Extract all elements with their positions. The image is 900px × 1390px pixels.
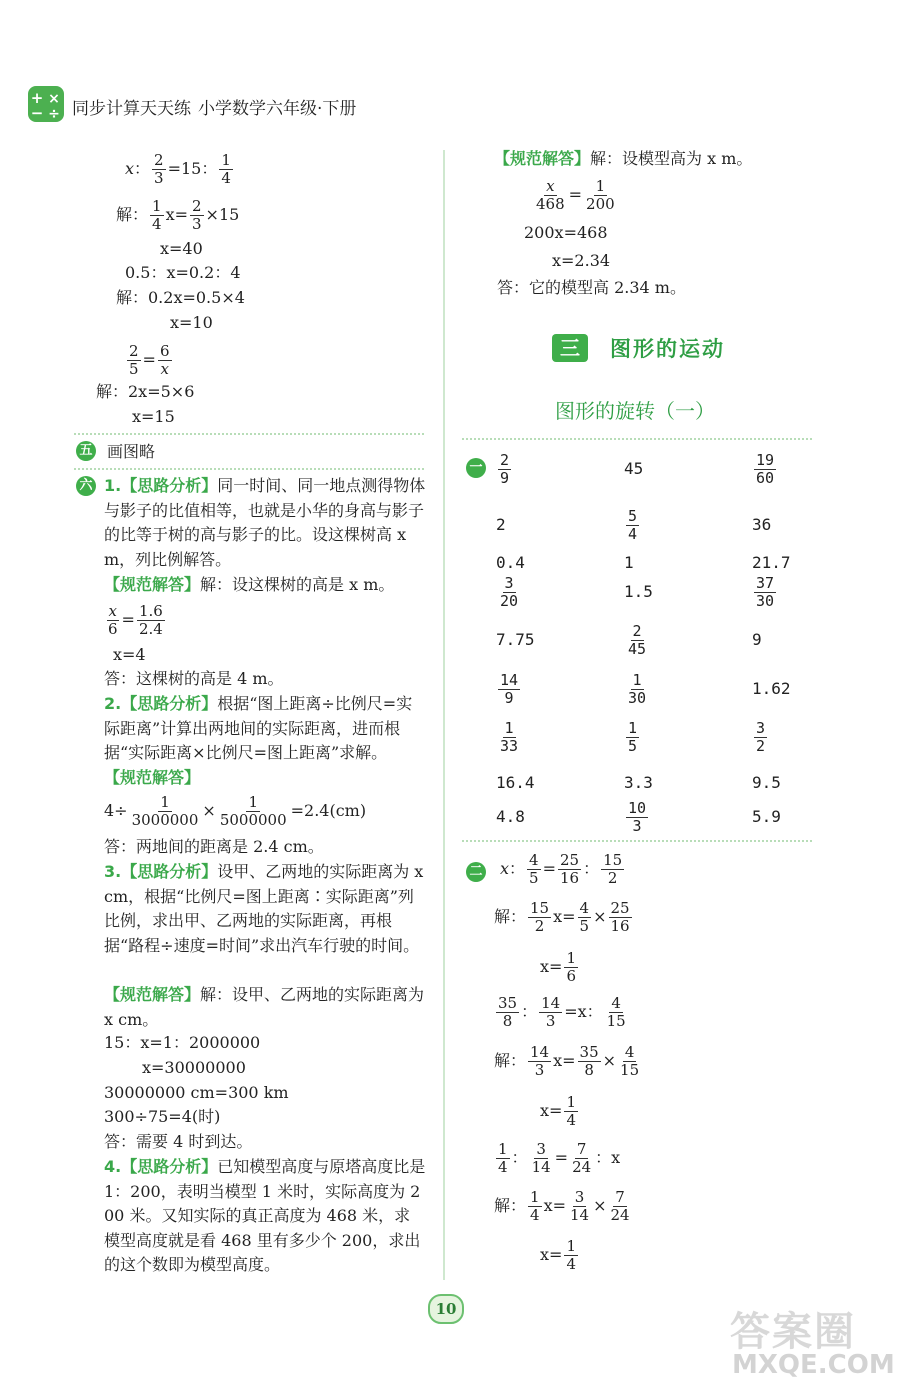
header-book-title: 同步计算天天练 [72, 99, 191, 119]
eq-line-4: 0.5：x=0.2：4 [125, 263, 241, 282]
q1-result: x=4 [113, 645, 146, 664]
book-logo-icon [28, 86, 64, 122]
divider-dots [74, 433, 424, 435]
grid-cell: $\frac{2}{9}$ [500, 451, 510, 487]
lesson-title: 图形的旋转（一） [555, 399, 715, 423]
equation-2: 解： $\frac{15}{2}$ x= $\frac{4}{5}$ × $\frac{25}{16}$ [494, 899, 630, 935]
section-6-badge: 六 [76, 476, 96, 496]
section-5-text: 画图略 [107, 442, 156, 461]
grid-cell: 16.4 [496, 773, 535, 792]
q4-analysis: 4.【思路分析】已知模型高度与原塔高度比是 1：200，表明当模型 1 米时，实际高度为 200 米。又知实际的真正高度为 468 米，求模型高度就是看 468 里有多少个 200，求出的这个数即为模型高度。 [104, 1157, 426, 1274]
grid-cell: 2 [496, 515, 506, 534]
grid-cell: 7.75 [496, 630, 535, 649]
top-answer-head: 【规范解答】解：设模型高为 x m。 [494, 149, 753, 168]
grid-cell: 4.8 [496, 807, 525, 826]
grid-cell: $\frac{3}{2}$ [756, 719, 766, 755]
grid-cell: $\frac{2}{45}$ [628, 622, 647, 658]
grid-cell: $\frac{1}{30}$ [628, 671, 647, 707]
q1-answer-head: 【规范解答】解：设这棵树的高是 x m。 [104, 575, 395, 594]
eq-line-1: x： $\frac{2}{3}$ =15： $\frac{1}{4}$ [125, 151, 231, 187]
grid-cell: 9 [752, 630, 762, 649]
top-step-2: x=2.34 [552, 251, 611, 270]
chapter-title: 图形的运动 [610, 337, 725, 361]
q2-equation: 4÷ $\frac{1}{3000000}$ × $\frac{1}{5000000}$ =2.4(cm) [104, 793, 367, 829]
q2-answer-head: 【规范解答】 [104, 768, 201, 787]
grid-cell: 36 [752, 515, 772, 534]
q1-analysis: 1.【思路分析】同一时间、同一地点测得物体与影子的比值相等，也就是小华的身高与影子的比等于树的高与影子的比。设这棵树高 x m，列比例解答。 [104, 476, 426, 569]
grid-cell: $\frac{19}{60}$ [756, 451, 775, 487]
eq-line-5: 解：0.2x=0.5×4 [116, 288, 245, 307]
equation-5: 解： $\frac{14}{3}$ x= $\frac{35}{8}$ × $\frac{4}{15}$ [494, 1043, 640, 1079]
q1-equation: $\frac{x}{6}$ = $\frac{1.6}{2.4}$ [108, 602, 163, 638]
grid-cell: 3.3 [624, 773, 653, 792]
grid-cell: 0.4 [496, 553, 525, 572]
q1-conclusion: 答：这棵树的高是 4 m。 [104, 669, 284, 688]
equation-4: $\frac{35}{8}$ ： $\frac{14}{3}$ =x： $\frac{4}{15}$ [498, 994, 626, 1030]
svg-text:÷: ÷ [48, 106, 60, 122]
q3-analysis: 3.【思路分析】设甲、乙两地的实际距离为 x cm，根据“比例尺=图上距离∶实际距离”列比例，求出甲、乙两地的实际距离，再根据“路程÷速度=时间”求出汽车行驶的时间。 [104, 862, 424, 955]
q2-analysis: 2.【思路分析】根据“图上距离÷比例尺=实际距离”计算出两地间的实际距离，进而根据“实际距离×比例尺=图上距离”求解。 [104, 694, 413, 762]
q3-conclusion: 答：需要 4 时到达。 [104, 1132, 253, 1151]
divider-dots [462, 840, 812, 842]
grid-cell: 9.5 [752, 773, 781, 792]
eq-line-2: 解： $\frac{1}{4}$ x= $\frac{2}{3}$ ×15 [116, 197, 240, 233]
grid-cell: $\frac{14}{9}$ [500, 671, 519, 707]
equation-3: x= $\frac{1}{6}$ [540, 949, 576, 985]
grid-cell: 45 [624, 459, 644, 478]
q3-step-2: x=30000000 [142, 1058, 246, 1077]
grid-cell: 1 [624, 553, 634, 572]
section-1-badge: 一 [466, 458, 486, 478]
watermark-logo: 答案圈 [730, 1309, 856, 1355]
grid-cell: 1.5 [624, 582, 653, 601]
eq-line-3: x=40 [160, 239, 203, 258]
equation-1: x： $\frac{4}{5}$ = $\frac{25}{16}$ ： $\frac{15}{2}$ [500, 851, 623, 887]
watermark-text: MXQE.COM [732, 1350, 895, 1380]
q3-answer-head: 【规范解答】解：设甲、乙两地的实际距离为 x cm。 [104, 985, 425, 1029]
top-conclusion: 答：它的模型高 2.34 m。 [497, 278, 686, 297]
equation-8: 解： $\frac{1}{4}$ x= $\frac{3}{14}$ × $\frac{7}{24}$ [494, 1188, 630, 1224]
equation-9: x= $\frac{1}{4}$ [540, 1237, 576, 1273]
svg-text:×: × [48, 91, 60, 107]
chapter-badge: 三 [552, 334, 588, 362]
grid-cell: $\frac{10}{3}$ [628, 799, 647, 835]
q3-step-4: 300÷75=4(时) [104, 1107, 221, 1126]
header-subject: 小学数学六年级·下册 [198, 99, 357, 119]
grid-cell: $\frac{1}{33}$ [500, 719, 519, 755]
eq-line-6: x=10 [170, 313, 213, 332]
q2-conclusion: 答：两地间的距离是 2.4 cm。 [104, 837, 324, 856]
svg-text:+: + [30, 89, 44, 107]
column-divider [443, 150, 445, 1280]
grid-cell: $\frac{3}{20}$ [500, 574, 519, 610]
top-step-1: 200x=468 [524, 223, 608, 242]
grid-cell: $\frac{5}{4}$ [628, 507, 638, 543]
equation-7: $\frac{1}{4}$ ： $\frac{3}{14}$ = $\frac{7}{24}$ ：x [498, 1140, 621, 1176]
divider-dots [74, 468, 424, 470]
eq-line-8: 解：2x=5×6 [96, 382, 195, 401]
grid-cell: 5.9 [752, 807, 781, 826]
grid-cell: $\frac{1}{5}$ [628, 719, 638, 755]
divider-dots [462, 438, 812, 440]
top-equation: $\frac{x}{468}$ = $\frac{1}{200}$ [536, 177, 615, 213]
svg-text:−: − [30, 104, 44, 122]
q3-step-1: 15：x=1：2000000 [104, 1033, 261, 1052]
section-5-badge: 五 [76, 441, 96, 461]
equation-6: x= $\frac{1}{4}$ [540, 1093, 576, 1129]
grid-cell: 21.7 [752, 553, 791, 572]
grid-cell: $\frac{37}{30}$ [756, 574, 775, 610]
page-number: 10 [428, 1294, 464, 1324]
grid-cell: 1.62 [752, 679, 791, 698]
eq-line-9: x=15 [132, 407, 175, 426]
section-2-badge: 二 [466, 862, 486, 882]
q3-step-3: 30000000 cm=300 km [104, 1083, 289, 1102]
eq-line-7: $\frac{2}{5}$ = $\frac{6}{x}$ [129, 342, 170, 378]
